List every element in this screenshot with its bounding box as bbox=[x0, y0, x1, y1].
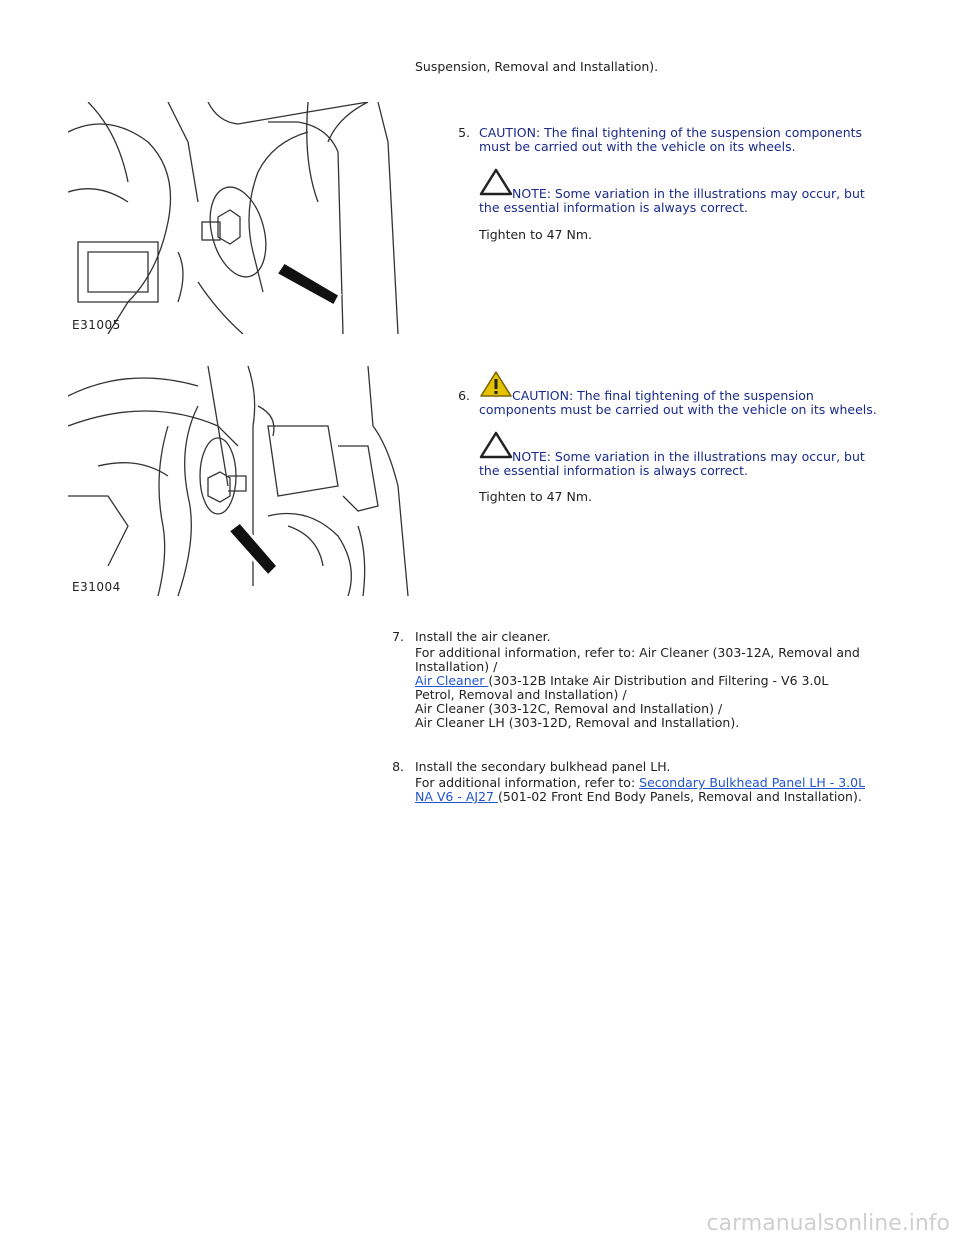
step-8-link-after: (501-02 Front End Body Panels, Removal and Installation). bbox=[497, 789, 862, 804]
step-5-caution-line-1: CAUTION: The final tightening of the suspension components bbox=[479, 125, 863, 140]
step-7-ref-line-2: Installation) / bbox=[415, 659, 498, 674]
step-8-ref-line-1 bbox=[415, 776, 865, 790]
step-6-instruction: Tighten to 47 Nm. bbox=[479, 489, 592, 504]
step-5-caution-line-2: must be carried out with the vehicle on its wheels. bbox=[479, 139, 796, 154]
air-cleaner-link[interactable]: Air Cleaner bbox=[415, 673, 489, 688]
step-5-note-line-1: NOTE: Some variation in the illustrations may occur, but bbox=[512, 186, 865, 201]
step-8-ref-prefix: For additional information, refer to: bbox=[415, 775, 640, 790]
step-5-illustration bbox=[68, 102, 430, 334]
watermark: carmanualsonline.info bbox=[706, 1211, 950, 1236]
step-7-title: Install the air cleaner. bbox=[415, 629, 551, 644]
note-icon bbox=[479, 431, 513, 459]
note-icon bbox=[479, 168, 513, 196]
step-5-number: 5. bbox=[458, 125, 470, 140]
step-7-ref-line-3: Petrol, Removal and Installation) / bbox=[415, 687, 627, 702]
step-6-caution-line-2: components must be carried out with the vehicle on its wheels. bbox=[479, 402, 877, 417]
step-6-note-line-2: the essential information is always correct. bbox=[479, 463, 749, 478]
step-7-ref-line-1: For additional information, refer to: Air Cleaner (303-12A, Removal and bbox=[415, 645, 860, 660]
step-7-ref-line-5: Air Cleaner LH (303-12D, Removal and Installation). bbox=[415, 715, 740, 730]
step-6-illustration bbox=[68, 366, 430, 596]
secondary-bulkhead-panel-link-cont[interactable]: NA V6 - AJ27 bbox=[415, 789, 498, 804]
step-5-instruction: Tighten to 47 Nm. bbox=[479, 227, 592, 242]
figure-label-e31004: E31004 bbox=[72, 580, 121, 594]
step-8-title: Install the secondary bulkhead panel LH. bbox=[415, 759, 671, 774]
continuation-text: Suspension, Removal and Installation). bbox=[415, 59, 659, 74]
figure-label-e31005: E31005 bbox=[72, 318, 121, 332]
step-7-ref-line-4: Air Cleaner (303-12C, Removal and Installation) / bbox=[415, 701, 723, 716]
step-8-number: 8. bbox=[392, 759, 404, 774]
caution-icon bbox=[479, 370, 513, 398]
step-8-ref-line-2 bbox=[415, 790, 862, 804]
step-6-number: 6. bbox=[458, 388, 470, 403]
step-6-caution-line-1: CAUTION: The final tightening of the suspension bbox=[512, 388, 814, 403]
step-7-number: 7. bbox=[392, 629, 404, 644]
step-6-note-line-1: NOTE: Some variation in the illustrations may occur, but bbox=[512, 449, 865, 464]
step-5-note-line-2: the essential information is always correct. bbox=[479, 200, 749, 215]
secondary-bulkhead-panel-link[interactable]: Secondary Bulkhead Panel LH - 3.0L bbox=[639, 775, 866, 790]
step-7-link-after: (303-12B Intake Air Distribution and Filtering - V6 3.0L bbox=[488, 673, 829, 688]
step-7-link-line bbox=[415, 674, 828, 688]
